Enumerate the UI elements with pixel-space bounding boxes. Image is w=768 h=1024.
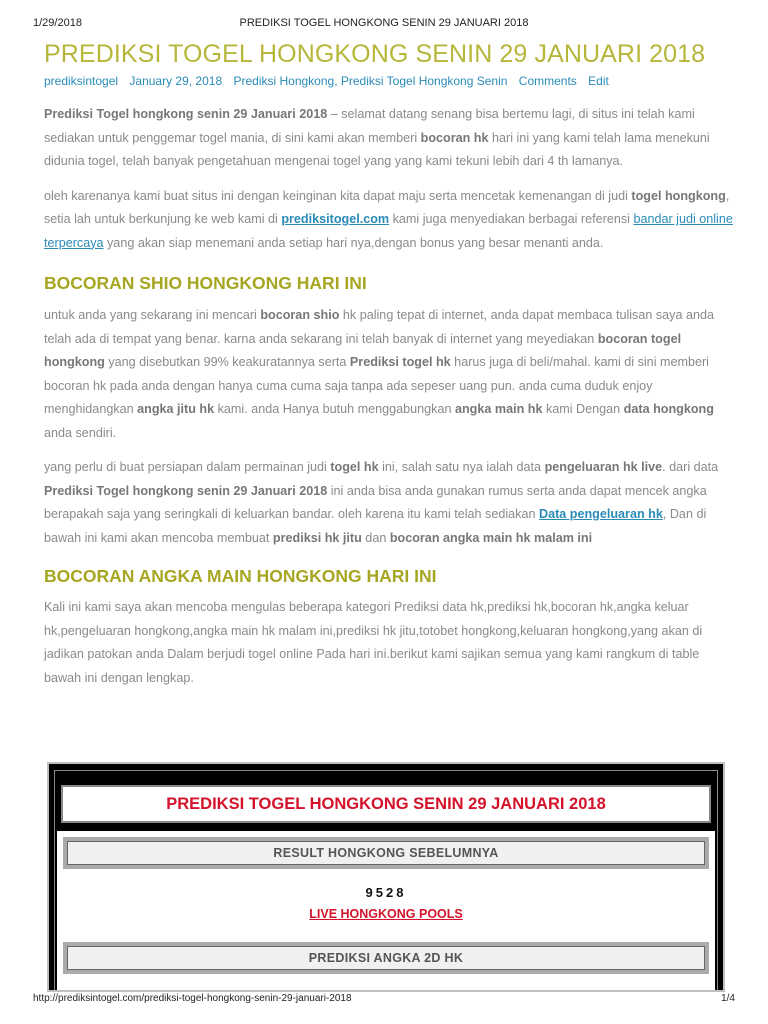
result-number: 9528 bbox=[365, 885, 407, 900]
comments-link[interactable]: Comments bbox=[518, 74, 577, 88]
paragraph-2: oleh karenanya kami buat situs ini dengan keinginan kita dapat maju serta mencetak kemenangan di judi togel hongkong, setia lah untuk berkunjung ke web kami di prediksitogel.com kami juga menyediakan berbagai referensi bandar judi online terpercaya yang akan siap menemani anda setiap hari nya,dengan bonus yang besar menanti anda. bbox=[44, 188, 733, 250]
bandar-judi-link[interactable]: bandar judi online terpercaya bbox=[44, 212, 733, 250]
paragraph-4: yang perlu di buat persiapan dalam permainan judi togel hk ini, salah satu nya ialah data pengeluaran hk live. dari data Prediksi Togel hongkong senin 29 Januari 2018 ini anda bisa anda gunakan rumus serta anda dapat mencek angka berapakah saja yang seringkali di keluarkan bandar. oleh karena itu kami telah sediakan Data pengeluaran hk, Dan di bawah ini kami akan mencoba membuat prediksi hk jitu dan bocoran angka main hk malam ini bbox=[44, 460, 719, 545]
prediksi-header: PREDIKSI ANGKA 2D HK bbox=[63, 942, 709, 974]
table-title: PREDIKSI TOGEL HONGKONG SENIN 29 JANUARI 2018 bbox=[61, 785, 711, 823]
print-title: PREDIKSI TOGEL HONGKONG SENIN 29 JANUARI 2018 bbox=[239, 17, 529, 29]
intro-paragraph: Prediksi Togel hongkong senin 29 Januari 2018 – selamat datang senang bisa bertemu lagi, di situs ini telah kami sediakan untuk penggemar togel mania, di sini kami akan memberi bocoran hk hari ini yang kami telah lama menekuni didunia togel, telah banyak pengetahuan mengenai togel yang yang kami tekuni lebih dari 4 th lamanya. bbox=[44, 107, 710, 168]
date-link[interactable]: January 29, 2018 bbox=[129, 74, 223, 88]
post-title[interactable]: PREDIKSI TOGEL HONGKONG SENIN 29 JANUARI 2018 bbox=[44, 40, 706, 68]
category-links[interactable]: Prediksi Hongkong, Prediksi Togel Hongkong Senin bbox=[233, 74, 508, 88]
prediksitogel-link[interactable]: prediksitogel.com bbox=[281, 212, 390, 226]
live-hongkong-pools-link[interactable]: LIVE HONGKONG POOLS bbox=[309, 907, 463, 921]
post-meta bbox=[44, 73, 734, 89]
result-header: RESULT HONGKONG SEBELUMNYA bbox=[63, 837, 709, 869]
table-body bbox=[57, 831, 715, 990]
paragraph-3: untuk anda yang sekarang ini mencari bocoran shio hk paling tepat di internet, anda dapat membaca tulisan saya anda telah ada di tempat yang benar. karna anda sekarang ini telah banyak di internet yang meyediakan bocoran togel hongkong yang disebutkan 99% keakuratannya serta Prediksi togel hk harus juga di beli/mahal. kami di sini memberi bocoran hk pada anda dengan hanya cuma cuma saja tanpa ada sepeser uang pun. anda cuma duduk enjoy menghidangkan angka jitu hk kami. anda Hanya butuh menggabungkan angka main hk kami Dengan data hongkong anda sendiri. bbox=[44, 308, 714, 440]
paragraph-5: Kali ini kami saya akan mencoba mengulas beberapa kategori Prediksi data hk,prediksi hk,bocoran hk,angka keluar hk,pengeluaran hongkong,angka main hk malam ini,prediksi hk jitu,totobet hongkong,keluaran hongkong,yang akan di jadikan patokan anda Dalam berjudi togel online Pada hari ini.berikut kami sajikan semua yang kami rangkum di table bawah ini dengan lengkap. bbox=[44, 600, 703, 685]
heading-angka-main: BOCORAN ANGKA MAIN HONGKONG HARI INI bbox=[44, 566, 437, 586]
intro-bold-title: Prediksi Togel hongkong senin 29 Januari 2018 bbox=[44, 107, 328, 121]
article bbox=[44, 38, 734, 690]
print-date: 1/29/2018 bbox=[33, 17, 82, 29]
print-url: http://prediksintogel.com/prediksi-togel-hongkong-senin-29-januari-2018 bbox=[33, 993, 352, 1004]
data-pengeluaran-link[interactable]: Data pengeluaran hk bbox=[538, 507, 663, 521]
edit-link[interactable]: Edit bbox=[588, 74, 609, 88]
prediction-table bbox=[47, 762, 725, 992]
page-number: 1/4 bbox=[721, 993, 735, 1004]
heading-bocoran-shio: BOCORAN SHIO HONGKONG HARI INI bbox=[44, 273, 367, 293]
author-link[interactable]: prediksintogel bbox=[44, 74, 119, 88]
